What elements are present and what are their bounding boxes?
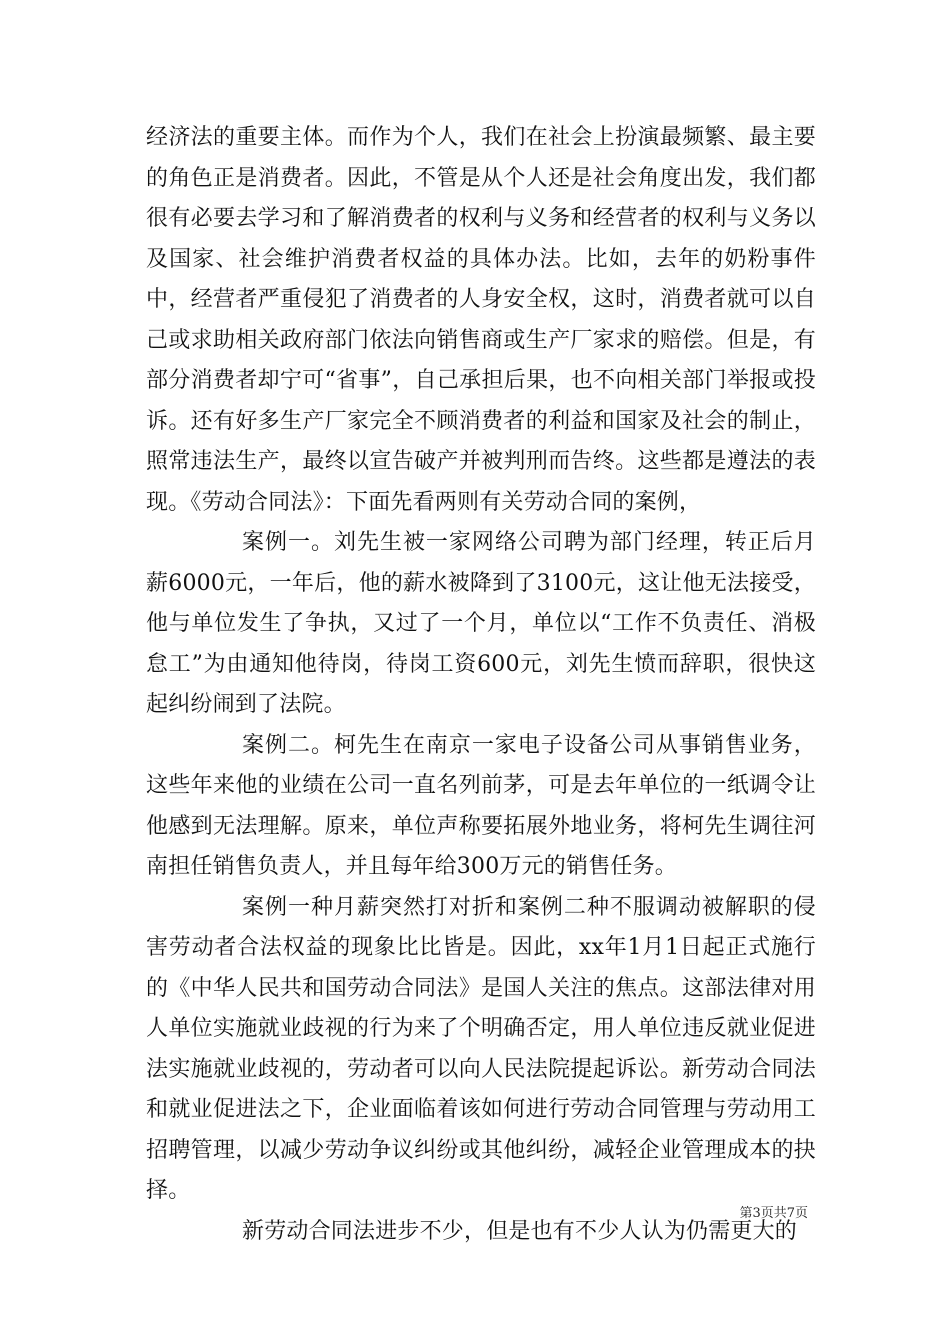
page-number-footer: 第3页共7页 xyxy=(739,1206,808,1221)
paragraph-consumer-law: 经济法的重要主体。而作为个人，我们在社会上扮演最频繁、最主要的角色正是消费者。因此，不管是从个人还是社会角度出发，我们都很有必要去学习和了解消费者的权利与义务和经营者的权利与义务以及国家、社会维护消费者权益的具体办法。比如，去年的奶粉事件中，经营者严重侵犯了消费者的人身安全权，这时，消费者就可以自己或求助相关政府部门依法向销售商或生产厂家求的赔偿。但是，有部分消费者却宁可“省事”，自己承担后果，也不向相关部门举报或投诉。还有好多生产厂家完全不顾消费者的利益和国家及社会的制止，照常违法生产，最终以宣告破产并被判刑而告终。这些都是遵法的表现。《劳动合同法》：下面先看两则有关劳动合同的案例， xyxy=(146,125,816,515)
paragraph-case-two: 案例二。柯先生在南京一家电子设备公司从事销售业务，这些年来他的业绩在公司一直名列前茅，可是去年单位的一纸调令让他感到无法理解。原来，单位声称要拓展外地业务，将柯先生调往河南担任销售负责人，并且每年给300万元的销售任务。 xyxy=(146,732,816,879)
paragraph-case-one: 案例一。刘先生被一家网络公司聘为部门经理，转正后月薪6000元，一年后，他的薪水被降到了3100元，这让他无法接受，他与单位发生了争执，又过了一个月，单位以“工作不负责任、消极怠工”为由通知他待岗，待岗工资600元，刘先生愤而辞职，很快这起纠纷闹到了法院。 xyxy=(146,530,816,717)
document-body xyxy=(146,118,816,1252)
paragraph-progress: 新劳动合同法进步不少，但是也有不少人认为仍需更大的 xyxy=(242,1218,798,1244)
paragraph-labor-contract-law: 案例一种月薪突然打对折和案例二种不服调动被解职的侵害劳动者合法权益的现象比比皆是。因此，xx年1月1日起正式施行的《中华人民共和国劳动合同法》是国人关注的焦点。这部法律对用人单位实施就业歧视的行为来了个明确否定，用人单位违反就业促进法实施就业歧视的，劳动者可以向人民法院提起诉讼。新劳动合同法和就业促进法之下，企业面临着该如何进行劳动合同管理与劳动用工招聘管理，以减少劳动争议纠纷或其他纠纷，减轻企业管理成本的抉择。 xyxy=(146,894,816,1203)
